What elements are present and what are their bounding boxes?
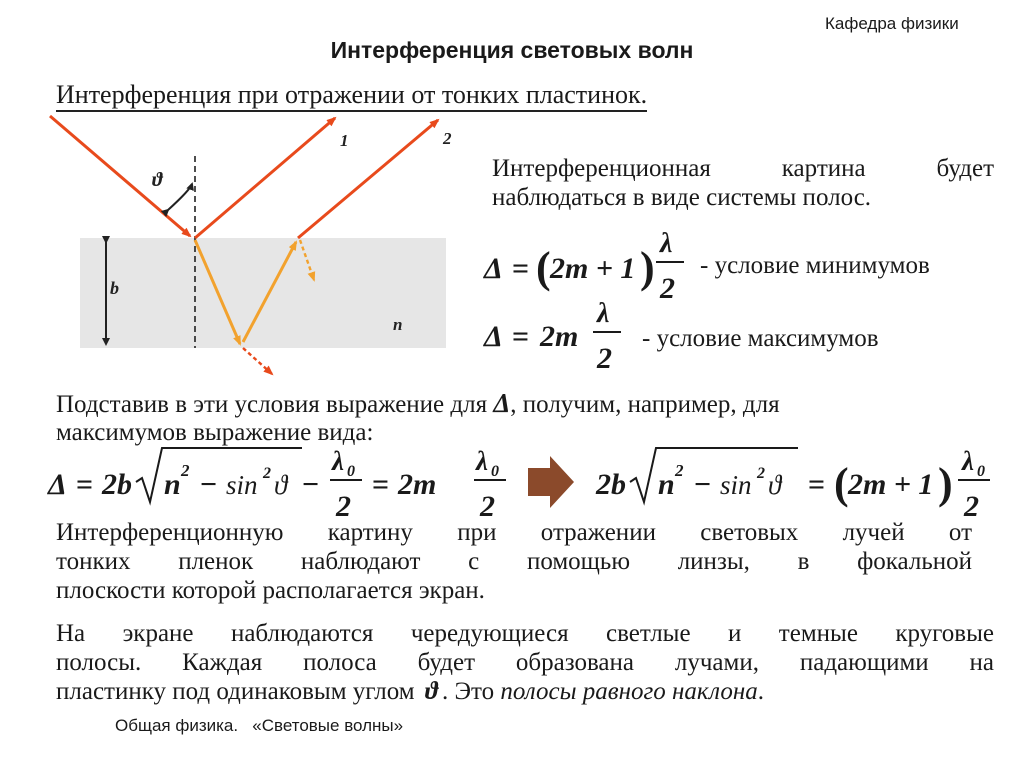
slide-subtitle: Интерференция при отражении от тонких пластинок.: [56, 80, 647, 112]
lambda0-sub: 0: [347, 463, 355, 480]
thickness-label: b: [110, 278, 119, 298]
screen-text-a: пластинку под одинаковым углом: [56, 678, 415, 705]
close-paren: ): [640, 243, 655, 292]
max-condition-formula: [480, 296, 650, 382]
two-den: 2: [660, 272, 675, 305]
screen-text-b: . Это: [442, 678, 495, 705]
screen-line-3: [56, 677, 764, 706]
minus-sign-3: −: [694, 468, 712, 501]
min-condition-label: - условие минимумов: [700, 252, 930, 279]
reflected-ray-1: [195, 118, 335, 238]
angle-arc: [168, 184, 192, 210]
equals-sign: =: [512, 320, 530, 353]
two-m-plus-1: 2m + 1: [848, 468, 934, 501]
two-den: 2: [597, 342, 612, 375]
lambda0-sub-3: 0: [977, 463, 985, 480]
delta-inline: Δ: [493, 388, 511, 418]
lambda0-num-2: λ: [476, 446, 488, 476]
lens-line-3: плоскости которой располагается экран.: [56, 577, 485, 604]
equals-sign: =: [512, 252, 530, 285]
plate: [80, 238, 446, 348]
lambda-num: λ: [660, 228, 673, 259]
equals-sign-3: =: [808, 468, 826, 501]
open-paren: (: [536, 243, 551, 292]
lens-line-2: тонких пленок наблюдают с помощью линзы, в фокальной: [56, 548, 972, 575]
two-m: 2m: [540, 320, 579, 353]
lambda0-num: λ: [332, 446, 344, 476]
n-symbol-2: n: [658, 468, 675, 501]
equal-inclination-term: полосы равного наклона: [500, 678, 758, 705]
footer-label: Общая физика. «Световые волны»: [115, 716, 404, 735]
two-den: 2: [336, 490, 351, 523]
substitute-text-b: , получим, например, для: [510, 391, 780, 418]
sin-sup: 2: [263, 465, 271, 482]
two-b: 2b: [102, 468, 132, 501]
department-label: Кафедра физики: [825, 14, 959, 33]
equals-sign: =: [76, 468, 94, 501]
substitute-line-1: [56, 389, 780, 419]
lambda0-num-3: λ: [962, 446, 974, 476]
sin-sup-2: 2: [757, 465, 765, 482]
incident-ray: [50, 116, 190, 236]
substitute-line-2: максимумов выражение вида:: [56, 419, 374, 446]
screen-line-1: На экране наблюдаются чередующиеся светлые и темные круговые: [56, 620, 994, 647]
substitute-text-a: Подставив в эти условия выражение для: [56, 391, 488, 418]
angle-label: ϑ: [152, 169, 163, 191]
screen-line-2: полосы. Каждая полоса будет образована лучами, падающими на: [56, 649, 994, 676]
thin-film-diagram: [40, 110, 470, 390]
lens-line-1: Интерференционную картину при отражении световых лучей от: [56, 519, 972, 546]
screen-text-end: .: [757, 678, 764, 705]
delta-symbol: Δ: [48, 468, 67, 501]
two-den-2: 2: [480, 490, 495, 523]
lambda-num: λ: [597, 298, 610, 329]
lambda0-sub-2: 0: [491, 463, 499, 480]
two-den-3: 2: [964, 490, 979, 523]
sin-word-2: sin: [720, 470, 752, 500]
pattern-line-2: наблюдаться в виде системы полос.: [492, 184, 872, 211]
delta-symbol: Δ: [484, 252, 503, 285]
delta-symbol: Δ: [484, 320, 503, 353]
max-expression-formula: [40, 440, 1020, 526]
pattern-line-1: Интерференционная картина будет: [492, 155, 994, 182]
ray-2-label: 2: [443, 129, 452, 148]
minus-sign: −: [200, 468, 218, 501]
transmitted-ray: [243, 348, 272, 374]
theta-symbol: ϑ: [274, 470, 288, 500]
right-arrow-icon: [528, 456, 574, 508]
index-label: n: [393, 315, 403, 334]
n-sup: 2: [181, 461, 190, 480]
n-sup-2: 2: [675, 461, 684, 480]
max-condition-label: - условие максимумов: [642, 325, 879, 352]
sin-word: sin: [226, 470, 258, 500]
two-m-plus-1: 2m + 1: [550, 252, 636, 285]
ray-1-label: 1: [340, 131, 349, 150]
theta-inline: ϑ: [424, 678, 439, 705]
two-m: 2m: [398, 468, 437, 501]
close-paren: ): [938, 459, 953, 508]
equals-sign-2: =: [372, 468, 390, 501]
theta-symbol-2: ϑ: [768, 470, 782, 500]
two-b-2: 2b: [596, 468, 626, 501]
minus-sign-2: −: [302, 468, 320, 501]
reflected-ray-2: [298, 120, 438, 238]
slide-title: Интерференция световых волн: [330, 37, 694, 63]
n-symbol: n: [164, 468, 181, 501]
open-paren: (: [834, 459, 849, 508]
